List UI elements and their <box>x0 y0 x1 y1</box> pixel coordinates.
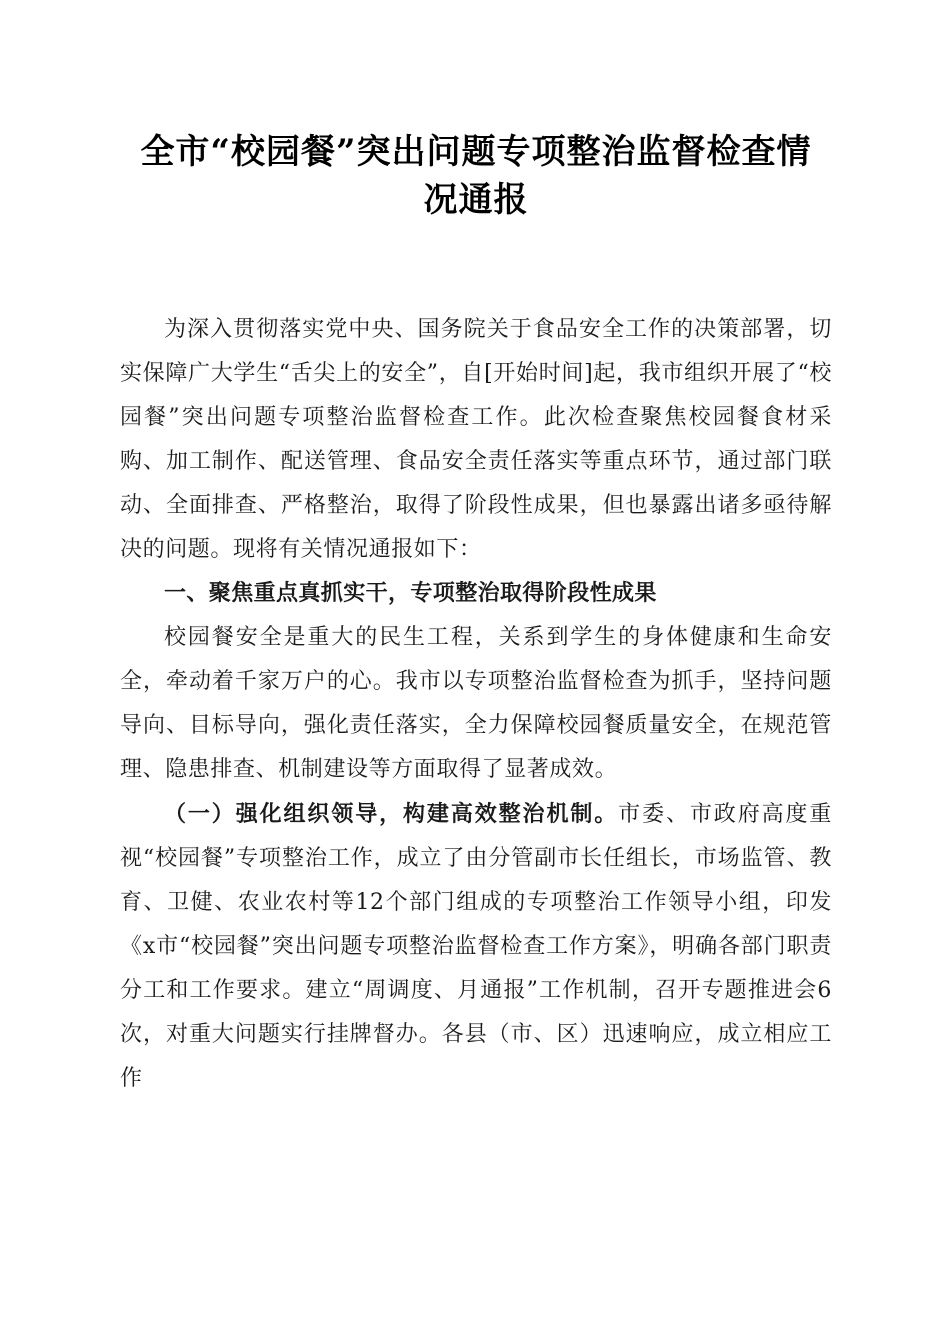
document-page <box>120 128 832 1101</box>
title-line-2: 况通报 <box>423 180 529 220</box>
subsection-1-paragraph <box>120 792 832 1101</box>
title-line-1: 全市“校园餐”突出问题专项整治监督检查情 <box>140 132 812 172</box>
document-body <box>120 308 832 1101</box>
intro-paragraph: 为深入贯彻落实党中央、国务院关于食品安全工作的决策部署，切实保障广大学生“舌尖上的安全”，自[开始时间]起，我市组织开展了“校园餐”突出问题专项整治监督检查工作。此次检查聚焦校园餐食材采购、加工制作、配送管理、食品安全责任落实等重点环节，通过部门联动、全面排查、严格整治，取得了阶段性成果，但也暴露出诸多亟待解决的问题。现将有关情况通报如下： <box>120 317 832 562</box>
subsection-1-text: 市委、市政府高度重视“校园餐”专项整治工作，成立了由分管副市长任组长，市场监管、教育、卫健、农业农村等12个部门组成的专项整治工作领导小组，印发《x市“校园餐”突出问题专项整治监督检查工作方案》，明确各部门职责分工和工作要求。建立“周调度、月通报”工作机制，召开专题推进会6次，对重大问题实行挂牌督办。各县（市、区）迅速响应，成立相应工作 <box>120 802 832 1091</box>
document-title <box>120 128 832 224</box>
section-1-heading: 一、聚焦重点真抓实干，专项整治取得阶段性成果 <box>164 581 657 606</box>
section-1-paragraph: 校园餐安全是重大的民生工程，关系到学生的身体健康和生命安全，牵动着千家万户的心。我市以专项整治监督检查为抓手，坚持问题导向、目标导向，强化责任落实，全力保障校园餐质量安全，在规范管理、隐患排查、机制建设等方面取得了显著成效。 <box>120 625 832 782</box>
subsection-1-lead: （一）强化组织领导，构建高效整治机制。 <box>164 801 619 827</box>
